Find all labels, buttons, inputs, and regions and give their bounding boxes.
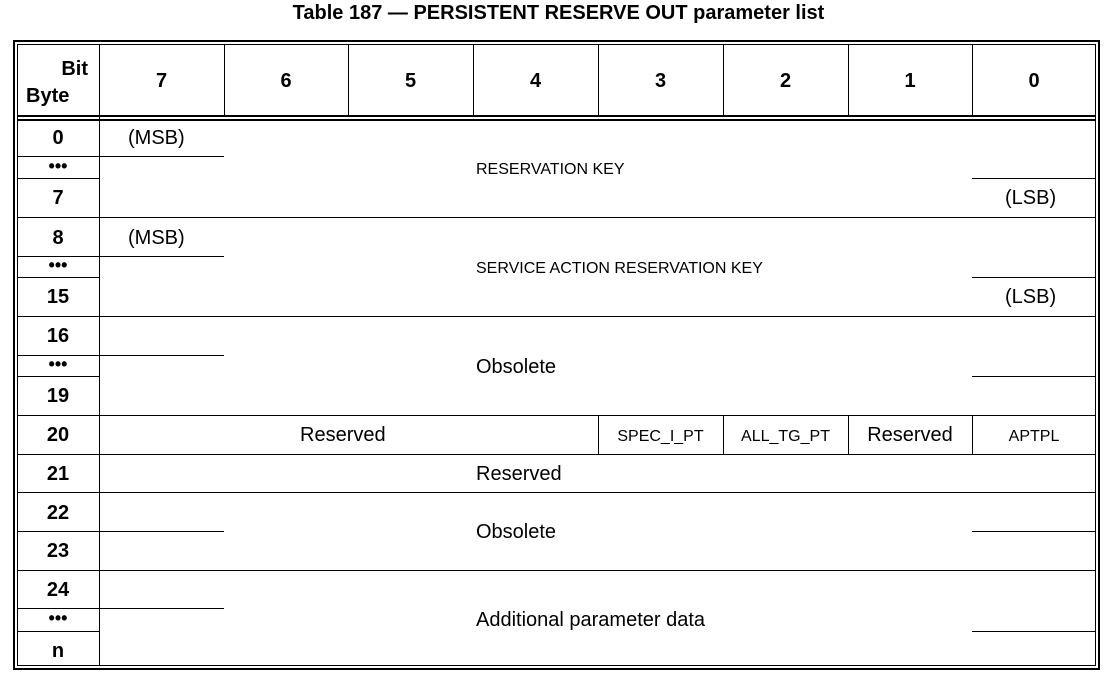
row-line: [972, 178, 1096, 179]
byte-n: n: [51, 640, 65, 662]
reservation-key-lsb: (LSB): [1005, 187, 1057, 209]
group-line: [17, 570, 1096, 571]
row-line: [17, 531, 224, 532]
service-action-key-lsb: (LSB): [1005, 286, 1057, 308]
row-line: [972, 376, 1096, 377]
byte-8-ellipsis: •••: [48, 255, 68, 275]
group-line: [17, 454, 1096, 455]
byte-0: 0: [52, 127, 64, 149]
service-action-key-msb: (MSB): [128, 227, 185, 249]
reservation-key-field: RESERVATION KEY: [476, 161, 625, 178]
byte-7: 7: [52, 187, 64, 209]
header-bit-3: 3: [654, 70, 667, 92]
row-line: [17, 277, 99, 278]
header-bit-7: 7: [155, 70, 168, 92]
group-line: [17, 415, 1096, 416]
row-line: [972, 531, 1096, 532]
aptpl-field: APTPL: [1008, 428, 1060, 445]
header-bit-2: 2: [779, 70, 792, 92]
reserved-field-byte20: Reserved: [300, 424, 386, 446]
all-tg-pt-field: ALL_TG_PT: [741, 428, 830, 445]
row-line: [972, 631, 1096, 632]
byte-15: 15: [46, 286, 70, 308]
byte-20: 20: [46, 424, 70, 446]
header-byte-label: Byte: [26, 85, 70, 107]
row-line: [17, 178, 99, 179]
reserved-field-byte21: Reserved: [476, 463, 562, 485]
row-line: [17, 376, 99, 377]
obsolete-field-22-23: Obsolete: [476, 521, 557, 543]
additional-parameter-data-field: Additional parameter data: [476, 609, 706, 631]
header-bit-1: 1: [904, 70, 916, 92]
header-bit-label: Bit: [61, 58, 88, 80]
group-line: [17, 217, 1096, 218]
byte-0-ellipsis: •••: [48, 156, 68, 176]
byte-16: 16: [46, 325, 70, 347]
spec-i-pt-field: SPEC_I_PT: [617, 428, 704, 445]
header-bit-4: 4: [529, 70, 542, 92]
byte-21: 21: [46, 463, 70, 485]
byte-8: 8: [52, 227, 64, 249]
byte-22: 22: [46, 502, 70, 524]
byte-23: 23: [46, 540, 70, 562]
reserved-field-byte20-bit1: Reserved: [867, 424, 953, 446]
byte-16-ellipsis: •••: [48, 354, 68, 374]
header-bottom-line-2: [17, 119, 1096, 121]
service-action-reservation-key-field: SERVICE ACTION RESERVATION KEY: [476, 260, 763, 277]
byte-24-ellipsis: •••: [48, 608, 68, 628]
header-bit-5: 5: [404, 70, 417, 92]
header-bit-6: 6: [280, 70, 292, 92]
obsolete-field-16-19: Obsolete: [476, 356, 557, 378]
group-line: [17, 492, 1096, 493]
header-bottom-line: [17, 115, 1096, 117]
row-line: [972, 277, 1096, 278]
header-bit-0: 0: [1028, 70, 1040, 92]
table-title: Table 187 — PERSISTENT RESERVE OUT parameter list: [292, 2, 825, 24]
byte-24: 24: [46, 579, 70, 601]
byte-19: 19: [46, 385, 70, 407]
group-line: [17, 316, 1096, 317]
reservation-key-msb: (MSB): [128, 127, 185, 149]
row-line: [17, 631, 99, 632]
